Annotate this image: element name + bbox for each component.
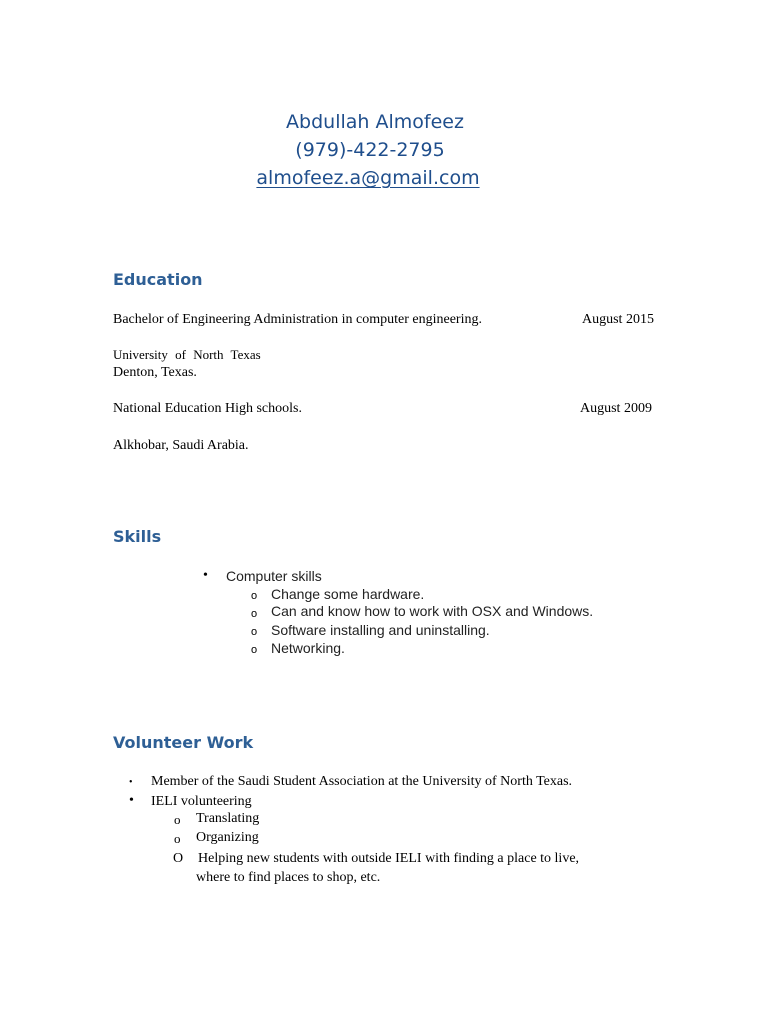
skill-sub-item: Can and know how to work with OSX and Windows.	[271, 603, 594, 619]
skill-sub-item: Change some hardware.	[271, 586, 425, 602]
skill-sub-item: Software installing and uninstalling.	[271, 622, 490, 638]
high-school-location: Alkhobar, Saudi Arabia.	[113, 438, 249, 453]
phone-number: (979)-422-2795	[295, 139, 445, 161]
volunteer-sub-item: Organizing	[196, 830, 259, 845]
degree-text: Bachelor of Engineering Administration in computer engineering.	[113, 312, 482, 327]
bullet-circle-icon: o	[251, 608, 258, 620]
bullet-circle-icon: o	[174, 831, 181, 846]
volunteer-item-membership: Member of the Saudi Student Association at the University of North Texas.	[151, 774, 573, 789]
university-location: Denton, Texas.	[113, 365, 197, 380]
candidate-name: Abdullah Almofeez	[286, 111, 464, 133]
bullet-circle-large-icon: O	[173, 851, 184, 866]
volunteer-item-ieli: IELI volunteering	[151, 794, 252, 809]
bullet-dot-icon: •	[203, 568, 208, 583]
volunteer-heading: Volunteer Work	[113, 733, 254, 752]
degree-date: August 2015	[582, 312, 654, 327]
skills-heading: Skills	[113, 527, 162, 546]
high-school-text: National Education High schools.	[113, 401, 302, 416]
contact-header	[0, 108, 768, 192]
skill-main-item: Computer skills	[226, 568, 322, 584]
bullet-dot-icon: •	[129, 793, 134, 808]
skill-sub-item: Networking.	[271, 640, 345, 656]
volunteer-sub-item: Translating	[196, 811, 260, 826]
email-link[interactable]: almofeez.a@gmail.com	[256, 167, 480, 189]
bullet-circle-icon: o	[174, 812, 181, 827]
bullet-circle-icon: o	[251, 626, 258, 638]
university-name: University of North Texas	[113, 347, 261, 362]
bullet-dot-icon: •	[129, 777, 133, 788]
bullet-circle-icon: o	[251, 590, 258, 602]
volunteer-sub-item-line2: where to find places to shop, etc.	[196, 870, 381, 885]
education-heading: Education	[113, 270, 203, 289]
high-school-date: August 2009	[580, 401, 652, 416]
bullet-circle-icon: o	[251, 644, 258, 656]
volunteer-sub-item-line1: Helping new students with outside IELI with finding a place to live,	[198, 851, 580, 866]
